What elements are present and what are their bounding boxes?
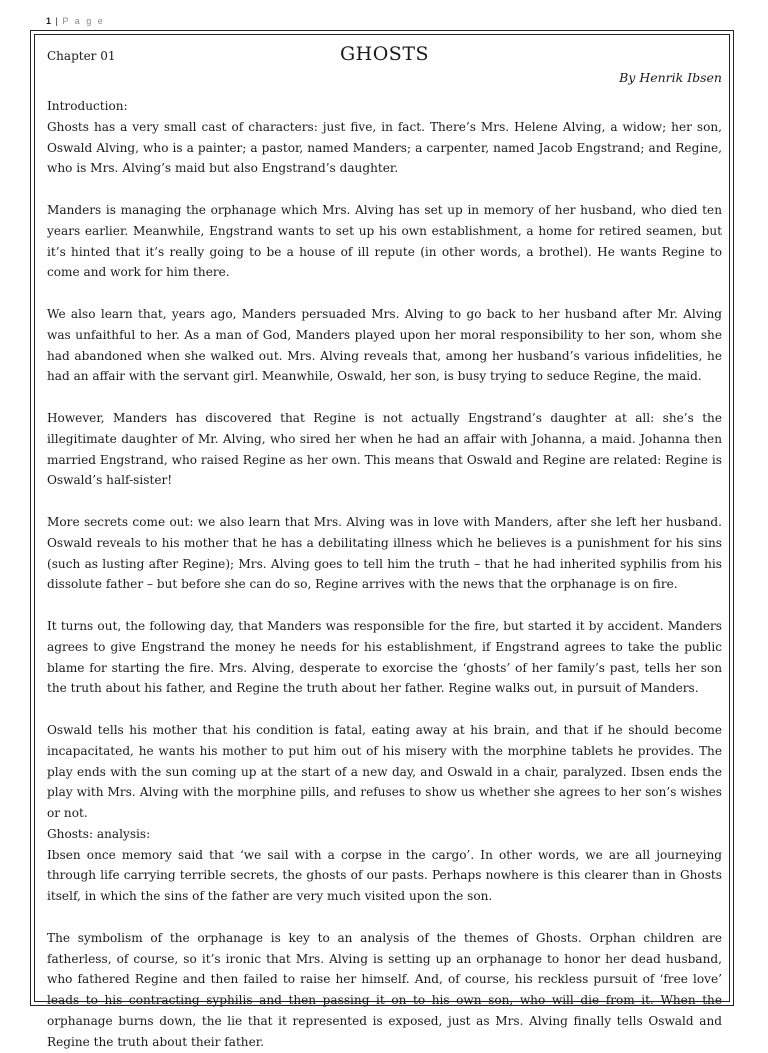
paragraph-gap — [47, 387, 722, 408]
intro-paragraph-4: However, Manders has discovered that Regine is not actually Engstrand’s daughter at all: she’s the illegitimate daughter of Mr. Alving, who sired her when he had an affair with Johanna, a maid. Johanna then married Engstrand, who raised Regine as her own. This means that Oswald and Regine are related: Regine is Oswald’s half-sister! — [47, 410, 722, 488]
chapter-label: Chapter 01 — [47, 49, 116, 63]
introduction-heading: Introduction: — [47, 99, 128, 113]
analysis-heading: Ghosts: analysis: — [47, 826, 151, 841]
document-title: GHOSTS — [339, 43, 430, 65]
paragraph-gap — [47, 595, 722, 616]
intro-paragraph-5: More secrets come out: we also learn that Mrs. Alving was in love with Manders, after she left her husband. Oswald reveals to his mother that he has a debilitating illness which he believes is a punishment for his sins (such as lusting after Regine); Mrs. Alving goes to tell him the truth – that he had inherited syphilis from his dissolute father – but before she can do so, Regine arrives with the news that the orphanage is on fire. — [47, 514, 722, 592]
intro-paragraph-2: Manders is managing the orphanage which Mrs. Alving has set up in memory of her husband, who died ten years earlier. Meanwhile, Engstrand wants to set up his own establishment, a home for retired seamen, but it’s hinted that it’s really going to be a house of ill repute (in other words, a brothel). He wants Regine to come and work for him there. — [47, 202, 722, 280]
intro-paragraph-1: Ghosts has a very small cast of characters: just five, in fact. There’s Mrs. Helene Alving, a widow; her son, Oswald Alving, who is a painter; a pastor, named Manders; a carpenter, named Jacob Engstrand; and Regine, who is Mrs. Alving’s maid but also Engstrand’s daughter. — [47, 119, 722, 176]
page-number-separator: | — [55, 16, 59, 26]
analysis-paragraph-2: The symbolism of the orphanage is key to an analysis of the themes of Ghosts. Orphan children are fatherless, of course, so it’s ironic that Mrs. Alving is setting up an orphanage to honor her dead husband, who fathered Regine and then failed to raise her himself. And, of course, his reckless pursuit of ‘free love’ leads to his contracting syphilis and then passing it on to his own son, who will die from it. When the orphanage burns down, the lie that it represented is exposed, just as Mrs. Alving finally tells Oswald and Regine the truth about their father. — [47, 930, 722, 1049]
page-number-value: 1 — [46, 16, 52, 26]
paragraph-gap — [47, 179, 722, 200]
paragraph-gap — [47, 699, 722, 720]
document-body — [47, 44, 722, 1053]
author-byline: By Henrik Ibsen — [619, 70, 722, 85]
intro-paragraph-7: Oswald tells his mother that his condition is fatal, eating away at his brain, and that if he should become incapacitated, he wants his mother to put him out of his misery with the morphine tablets he provides. The play ends with the sun coming up at the start of a new day, and Oswald in a chair, paralyzed. Ibsen ends the play with Mrs. Alving with the morphine pills, and refuses to show us whether she agrees to her son’s wishes or not. — [47, 722, 722, 821]
intro-paragraph-3: We also learn that, years ago, Manders persuaded Mrs. Alving to go back to her husband after Mr. Alving was unfaithful to her. As a man of God, Manders played upon her moral responsibility to her son, whom she had abandoned when she walked out. Mrs. Alving reveals that, among her husband’s various infidelities, he had an affair with the servant girl. Meanwhile, Oswald, her son, is busy trying to seduce Regine, the maid. — [47, 306, 722, 384]
page-number — [46, 16, 105, 26]
analysis-paragraph-1: Ibsen once memory said that ‘we sail with a corpse in the cargo’. In other words, we are all journeying through life carrying terrible secrets, the ghosts of our pasts. Perhaps nowhere is this clearer than in Ghosts itself, in which the sins of the father are very much visited upon the son. — [47, 847, 722, 904]
intro-paragraph-6: It turns out, the following day, that Manders was responsible for the fire, but started it by accident. Manders agrees to give Engstrand the money he needs for his establishment, if Engstrand agrees to take the public blame for starting the fire. Mrs. Alving, desperate to exorcise the ‘ghosts’ of her family’s past, tells her son the truth about his father, and Regine the truth about her father. Regine walks out, in pursuit of Manders. — [47, 618, 722, 696]
paragraph-gap — [47, 907, 722, 928]
paragraph-gap — [47, 491, 722, 512]
document-header — [47, 44, 722, 96]
paragraph-gap — [47, 283, 722, 304]
page-number-word: P a g e — [62, 16, 105, 26]
